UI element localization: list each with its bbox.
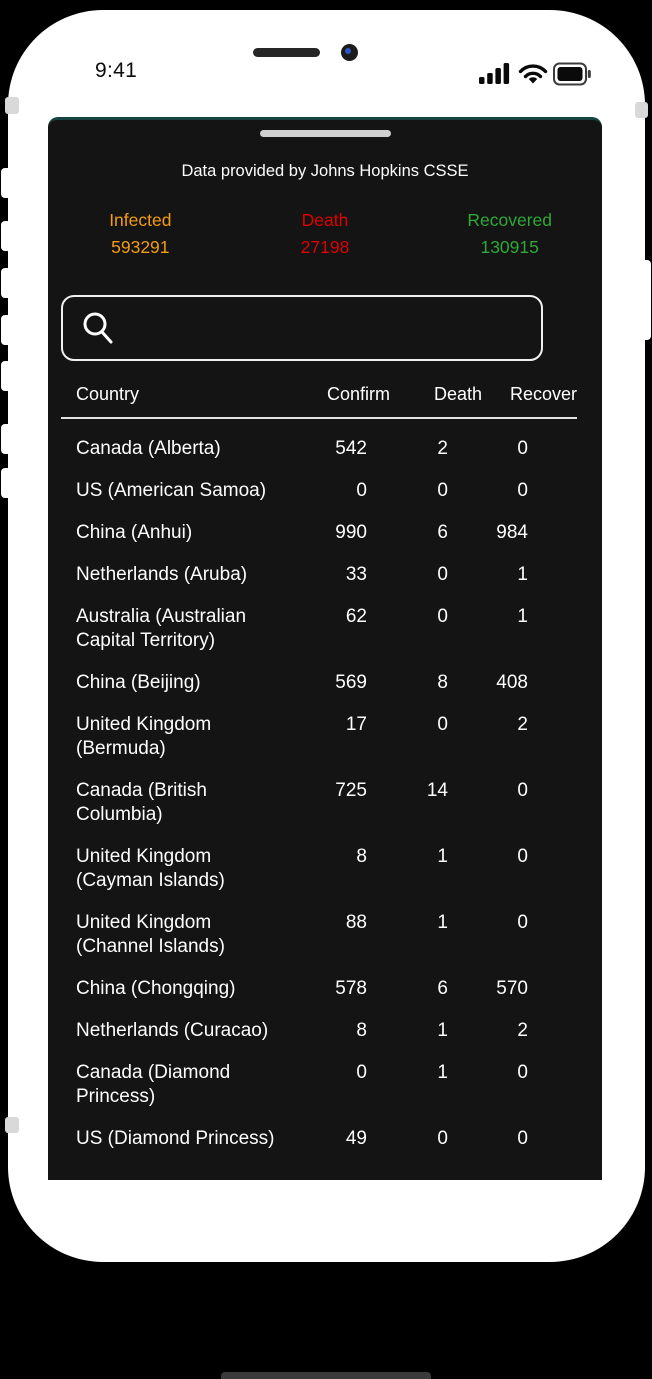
recover-cell: 0 xyxy=(517,780,528,801)
country-cell: Canada (Alberta) xyxy=(76,438,221,459)
recover-cell: 1 xyxy=(517,606,528,627)
infected-label: Infected xyxy=(109,210,172,230)
table-row[interactable] xyxy=(61,479,577,503)
country-cell: Netherlands (Aruba) xyxy=(76,564,248,585)
drag-handle[interactable] xyxy=(260,130,391,137)
cellular-signal-icon xyxy=(479,62,513,86)
status-bar-time: 9:41 xyxy=(95,59,138,82)
side-button xyxy=(1,315,13,345)
death-cell: 0 xyxy=(437,564,448,585)
power-button-notch xyxy=(635,102,648,118)
table-row[interactable] xyxy=(61,1127,577,1151)
recover-cell: 2 xyxy=(517,714,528,735)
country-cell: Australia (Australian Capital Territory) xyxy=(76,606,247,651)
recover-cell: 0 xyxy=(517,912,528,933)
recover-cell: 0 xyxy=(517,1062,528,1083)
death-cell: 2 xyxy=(437,438,448,459)
table-row[interactable] xyxy=(61,713,577,761)
volume-up-button xyxy=(1,168,13,198)
data-source-note: Data provided by Johns Hopkins CSSE xyxy=(181,162,469,180)
country-cell: China (Beijing) xyxy=(76,672,201,693)
recover-cell: 0 xyxy=(517,1128,528,1149)
table-row[interactable] xyxy=(61,845,577,893)
battery-icon xyxy=(553,62,591,86)
recover-cell: 408 xyxy=(496,672,528,693)
recover-cell: 570 xyxy=(496,978,528,999)
table-header xyxy=(61,383,577,419)
death-value: 27198 xyxy=(300,237,350,257)
death-cell: 0 xyxy=(437,480,448,501)
country-cell: Netherlands (Curacao) xyxy=(76,1020,269,1041)
death-cell: 1 xyxy=(437,1062,448,1083)
country-cell: United Kingdom (Channel Islands) xyxy=(76,912,225,957)
volume-down-button xyxy=(1,221,13,251)
death-cell: 0 xyxy=(437,1128,448,1149)
recover-cell: 0 xyxy=(517,438,528,459)
confirm-column-header: Confirm xyxy=(326,384,390,404)
country-cell: Canada (British Columbia) xyxy=(76,780,207,825)
death-cell: 1 xyxy=(437,912,448,933)
country-cell: United Kingdom (Cayman Islands) xyxy=(76,846,225,891)
confirm-cell: 990 xyxy=(335,522,367,543)
infected-stat xyxy=(48,207,233,261)
table-row[interactable] xyxy=(61,911,577,959)
recover-cell: 1 xyxy=(517,564,528,585)
recover-cell: 984 xyxy=(496,522,528,543)
country-cell: United Kingdom (Bermuda) xyxy=(76,714,212,759)
phone-frame xyxy=(8,10,645,1262)
confirm-cell: 578 xyxy=(335,978,367,999)
confirm-cell: 0 xyxy=(356,480,367,501)
death-cell: 0 xyxy=(437,606,448,627)
death-column-header: Death xyxy=(433,384,482,404)
recover-column-header: Recover xyxy=(509,384,577,404)
confirm-cell: 62 xyxy=(345,606,367,627)
confirm-cell: 8 xyxy=(356,846,367,867)
confirm-cell: 49 xyxy=(345,1128,367,1149)
front-camera-icon xyxy=(341,44,358,61)
mute-switch xyxy=(5,97,19,114)
confirm-cell: 569 xyxy=(335,672,367,693)
search-icon xyxy=(81,310,115,346)
confirm-cell: 542 xyxy=(335,438,367,459)
recovered-stat xyxy=(417,207,602,261)
death-label: Death xyxy=(301,210,349,230)
death-cell: 0 xyxy=(437,714,448,735)
country-table xyxy=(61,383,577,1151)
status-bar-icons xyxy=(479,62,591,86)
table-row[interactable] xyxy=(61,521,577,545)
confirm-cell: 33 xyxy=(345,564,367,585)
table-row[interactable] xyxy=(61,437,577,461)
lower-side-notch xyxy=(5,1117,19,1133)
confirm-cell: 0 xyxy=(356,1062,367,1083)
country-cell: China (Anhui) xyxy=(76,522,193,543)
country-cell: US (American Samoa) xyxy=(76,480,267,501)
country-table-body xyxy=(61,437,577,1151)
death-cell: 8 xyxy=(437,672,448,693)
table-row[interactable] xyxy=(61,779,577,827)
death-cell: 6 xyxy=(437,978,448,999)
search-input[interactable] xyxy=(129,307,527,349)
death-cell: 6 xyxy=(437,522,448,543)
side-button xyxy=(1,424,13,454)
recover-cell: 2 xyxy=(517,1020,528,1041)
confirm-cell: 17 xyxy=(345,714,367,735)
confirm-cell: 88 xyxy=(345,912,367,933)
infected-value: 593291 xyxy=(111,237,170,257)
search-box[interactable] xyxy=(61,295,543,361)
power-button xyxy=(639,260,651,340)
recover-cell: 0 xyxy=(517,846,528,867)
death-cell: 1 xyxy=(437,1020,448,1041)
side-button xyxy=(1,268,13,298)
country-cell: Canada (Diamond Princess) xyxy=(76,1062,231,1107)
table-row[interactable] xyxy=(61,1061,577,1109)
recovered-label: Recovered xyxy=(467,210,552,230)
table-row[interactable] xyxy=(61,1019,577,1043)
country-column-header: Country xyxy=(76,384,140,404)
covid-stats-sheet xyxy=(48,117,602,1180)
table-row[interactable] xyxy=(61,563,577,587)
earpiece-speaker-icon xyxy=(253,48,320,57)
side-button xyxy=(1,468,13,498)
table-row[interactable] xyxy=(61,671,577,695)
death-cell: 14 xyxy=(426,780,448,801)
death-cell: 1 xyxy=(437,846,448,867)
summary-stats xyxy=(48,207,602,261)
recover-cell: 0 xyxy=(517,480,528,501)
confirm-cell: 8 xyxy=(356,1020,367,1041)
country-cell: China (Chongqing) xyxy=(76,978,236,999)
country-cell: US (Diamond Princess) xyxy=(76,1128,275,1149)
table-row[interactable] xyxy=(61,605,577,653)
table-row[interactable] xyxy=(61,977,577,1001)
camera-lens xyxy=(345,48,351,54)
confirm-cell: 725 xyxy=(335,780,367,801)
device-stand xyxy=(221,1372,431,1379)
death-stat xyxy=(233,207,418,261)
wifi-icon xyxy=(518,62,548,86)
recovered-value: 130915 xyxy=(480,237,539,257)
side-button xyxy=(1,361,13,391)
